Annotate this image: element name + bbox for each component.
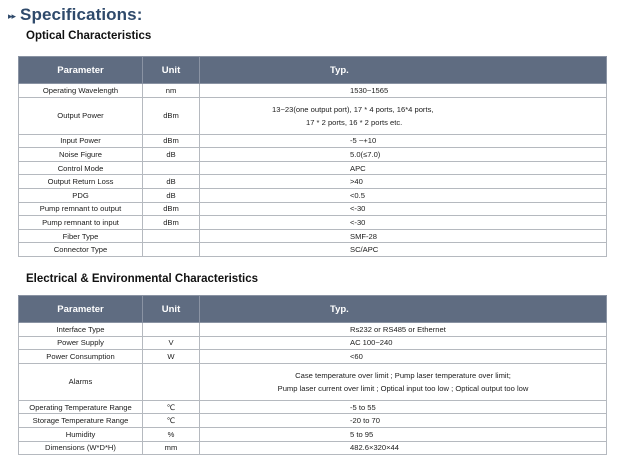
- table-row: [19, 161, 607, 175]
- unit-cell: dB: [143, 175, 200, 189]
- table-header-row: [19, 296, 607, 323]
- typ-cell: 1530~1565: [200, 84, 607, 98]
- param-cell: Power Consumption: [19, 350, 143, 364]
- table-row: [19, 363, 607, 400]
- unit-cell: dB: [143, 148, 200, 162]
- unit-cell: dBm: [143, 216, 200, 230]
- typ-cell: [200, 97, 607, 134]
- param-cell: Noise Figure: [19, 148, 143, 162]
- table-row: [19, 175, 607, 189]
- column-header-parameter: Parameter: [19, 296, 143, 323]
- unit-cell: %: [143, 427, 200, 441]
- param-cell: Output Power: [19, 97, 143, 134]
- table-row: [19, 148, 607, 162]
- unit-cell: mm: [143, 441, 200, 455]
- unit-cell: [143, 161, 200, 175]
- param-cell: Fiber Type: [19, 229, 143, 243]
- table-header-row: [19, 57, 607, 84]
- typ-cell: 5 to 95: [200, 427, 607, 441]
- optical-section-title: Optical Characteristics: [26, 30, 152, 42]
- unit-cell: V: [143, 336, 200, 350]
- typ-cell: -5 to 55: [200, 400, 607, 414]
- column-header-typ: Typ.: [200, 296, 607, 323]
- optical-spec-table: [18, 56, 607, 257]
- table-row: [19, 323, 607, 337]
- page-header: [8, 4, 142, 26]
- table-row: [19, 188, 607, 202]
- typ-line: Case temperature over limit ; Pump laser temperature over limit;: [295, 370, 511, 380]
- param-cell: Humidity: [19, 427, 143, 441]
- unit-cell: dBm: [143, 134, 200, 148]
- param-cell: Pump remnant to input: [19, 216, 143, 230]
- typ-cell: >40: [200, 175, 607, 189]
- param-cell: Control Mode: [19, 161, 143, 175]
- unit-cell: ℃: [143, 400, 200, 414]
- unit-cell: dBm: [143, 97, 200, 134]
- unit-cell: ℃: [143, 414, 200, 428]
- typ-line: Pump laser current over limit ; Optical input too low ; Optical output too low: [277, 383, 529, 393]
- unit-cell: dB: [143, 188, 200, 202]
- typ-cell: APC: [200, 161, 607, 175]
- table-row: [19, 84, 607, 98]
- unit-cell: dBm: [143, 202, 200, 216]
- param-cell: PDG: [19, 188, 143, 202]
- typ-cell: -20 to 70: [200, 414, 607, 428]
- table-row: [19, 216, 607, 230]
- typ-cell: [200, 363, 607, 400]
- unit-cell: W: [143, 350, 200, 364]
- typ-cell: AC 100~240: [200, 336, 607, 350]
- column-header-unit: Unit: [143, 296, 200, 323]
- param-cell: Interface Type: [19, 323, 143, 337]
- table-row: [19, 202, 607, 216]
- typ-cell: <0.5: [200, 188, 607, 202]
- param-cell: Input Power: [19, 134, 143, 148]
- typ-line: 13~23(one output port), 17 * 4 ports, 16*4 ports,: [272, 104, 434, 114]
- table-row: [19, 243, 607, 257]
- typ-line: 17 * 2 ports, 16 * 2 ports etc.: [306, 117, 403, 127]
- unit-cell: nm: [143, 84, 200, 98]
- param-cell: Operating Wavelength: [19, 84, 143, 98]
- table-row: [19, 350, 607, 364]
- typ-cell: <60: [200, 350, 607, 364]
- column-header-typ: Typ.: [200, 57, 607, 84]
- electrical-spec-table: [18, 295, 607, 455]
- typ-cell: SC/APC: [200, 243, 607, 257]
- param-cell: Storage Temperature Range: [19, 414, 143, 428]
- param-cell: Operating Temperature Range: [19, 400, 143, 414]
- table-row: [19, 427, 607, 441]
- double-arrow-icon: ▸▸: [8, 10, 16, 21]
- param-cell: Connector Type: [19, 243, 143, 257]
- param-cell: Pump remnant to output: [19, 202, 143, 216]
- table-row: [19, 229, 607, 243]
- page-title: Specifications:: [20, 5, 143, 24]
- param-cell: Power Supply: [19, 336, 143, 350]
- typ-cell: <-30: [200, 202, 607, 216]
- table-row: [19, 414, 607, 428]
- table-row: [19, 400, 607, 414]
- typ-cell: SMF-28: [200, 229, 607, 243]
- param-cell: Dimensions (W*D*H): [19, 441, 143, 455]
- table-row: [19, 97, 607, 134]
- unit-cell: [143, 243, 200, 257]
- unit-cell: [143, 229, 200, 243]
- unit-cell: [143, 363, 200, 400]
- param-cell: Alarms: [19, 363, 143, 400]
- table-row: [19, 441, 607, 455]
- typ-cell: 482.6×320×44: [200, 441, 607, 455]
- typ-cell: Rs232 or RS485 or Ethernet: [200, 323, 607, 337]
- typ-cell: -5 ~+10: [200, 134, 607, 148]
- electrical-section-title: Electrical & Environmental Characteristics: [26, 273, 259, 285]
- typ-cell: <-30: [200, 216, 607, 230]
- unit-cell: [143, 323, 200, 337]
- typ-cell: 5.0(≤7.0): [200, 148, 607, 162]
- table-row: [19, 336, 607, 350]
- table-row: [19, 134, 607, 148]
- column-header-parameter: Parameter: [19, 57, 143, 84]
- column-header-unit: Unit: [143, 57, 200, 84]
- param-cell: Output Return Loss: [19, 175, 143, 189]
